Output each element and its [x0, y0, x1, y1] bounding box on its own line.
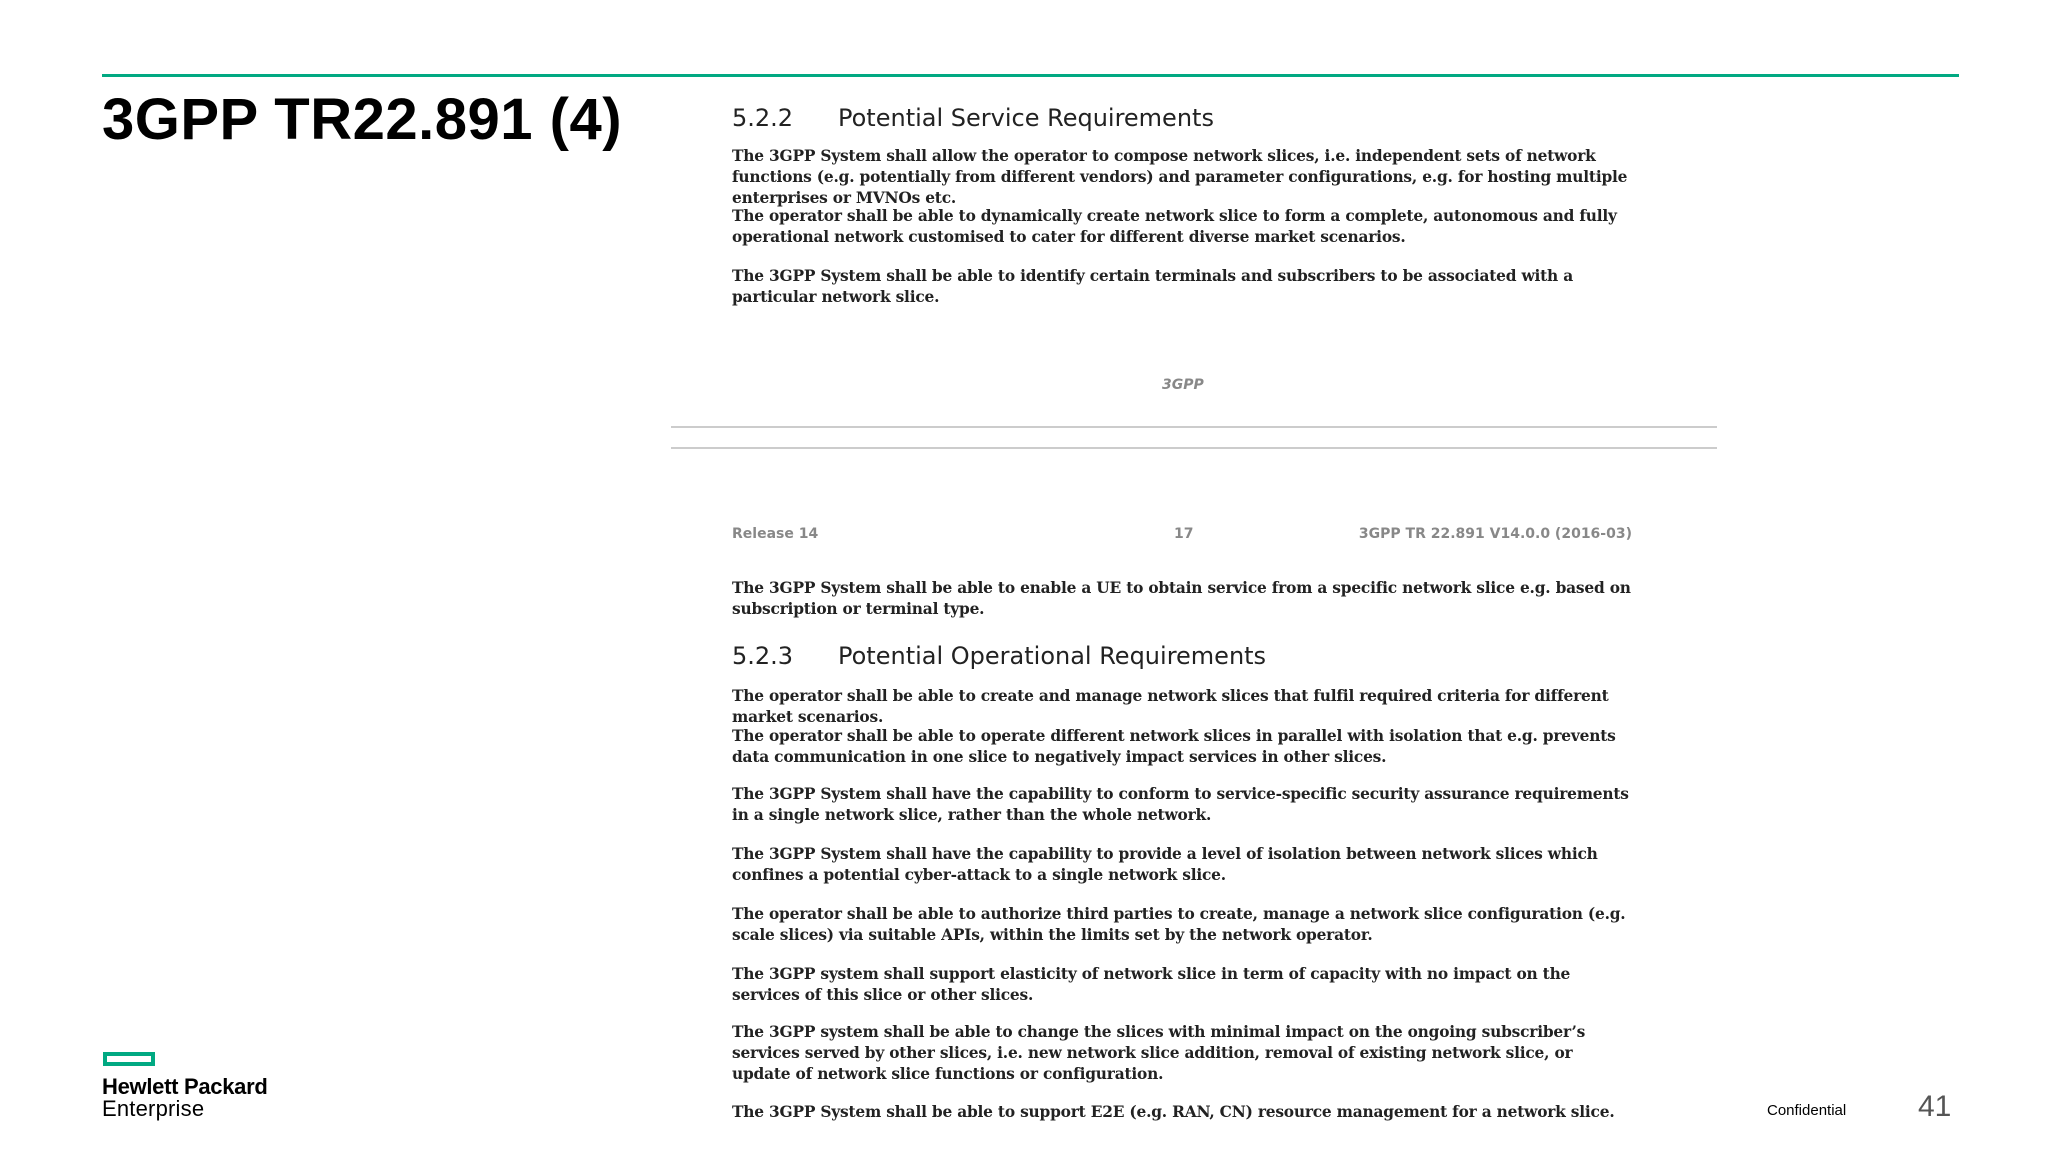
- paragraph: The 3GPP System shall allow the operator to compose network slices, i.e. independent sets of network functions (e.g. potentially from different vendors) and parameter configurations, e.g. for hosting multiple enterprises or MVNOs etc.: [732, 147, 1628, 207]
- confidential-label: Confidential: [1767, 1102, 1847, 1119]
- section-title: Potential Service Requirements: [838, 104, 1214, 132]
- paragraph: The 3GPP System shall have the capability to conform to service-specific security assurance requirements in a single network slice, rather than the whole network.: [732, 785, 1629, 824]
- top-accent-rule: [102, 74, 1959, 77]
- page-header: [732, 526, 1632, 546]
- slide-title: 3GPP TR22.891 (4): [102, 87, 623, 152]
- section-heading-5-2-3: [732, 642, 1266, 670]
- paragraph: The operator shall be able to authorize third parties to create, manage a network slice configuration (e.g. scale slices) via suitable APIs, within the limits set by the network operator.: [732, 905, 1626, 944]
- page-number: 41: [1918, 1090, 1952, 1123]
- paragraph: The 3GPP system shall be able to change the slices with minimal impact on the ongoing subscriber’s services served by other slices, i.e. new network slice addition, removal of existing network slice, or update of network slice functions or configuration.: [732, 1023, 1586, 1083]
- section-number: 5.2.2: [732, 104, 794, 132]
- section-number: 5.2.3: [732, 642, 794, 670]
- paragraph: The 3GPP System shall be able to support E2E (e.g. RAN, CN) resource management for a network slice.: [732, 1103, 1615, 1121]
- paragraph: The operator shall be able to operate different network slices in parallel with isolation that e.g. prevents data communication in one slice to negatively impact services in other slices.: [732, 727, 1616, 766]
- page-header-page: 17: [1174, 526, 1194, 542]
- paragraph: The operator shall be able to create and manage network slices that fulfil required criteria for different market scenarios.: [732, 687, 1609, 726]
- page-header-release: Release 14: [732, 526, 819, 542]
- paragraph: The 3GPP System shall be able to identify certain terminals and subscribers to be associated with a particular network slice.: [732, 267, 1573, 306]
- paragraph: The 3GPP system shall support elasticity of network slice in term of capacity with no impact on the services of this slice or other slices.: [732, 965, 1571, 1004]
- section-heading-5-2-2: [732, 104, 1214, 132]
- page-footer-label: 3GPP: [1162, 377, 1204, 393]
- paragraph: The 3GPP System shall be able to enable a UE to obtain service from a specific network slice e.g. based on subscription or terminal type.: [732, 579, 1631, 618]
- paragraph: The operator shall be able to dynamically create network slice to form a complete, autonomous and fully operational network customised to cater for different diverse market scenarios.: [732, 207, 1617, 246]
- page-break-line: [671, 447, 1717, 449]
- hpe-logo-mark: [103, 1052, 155, 1066]
- logo-line2: Enterprise: [102, 1096, 205, 1121]
- section-title: Potential Operational Requirements: [838, 642, 1267, 670]
- hpe-logo: [102, 1076, 267, 1120]
- page-header-doc-id: 3GPP TR 22.891 V14.0.0 (2016-03): [1358, 526, 1632, 542]
- page-break-line: [671, 426, 1717, 428]
- logo-line1: Hewlett Packard: [102, 1074, 268, 1099]
- paragraph: The 3GPP System shall have the capability to provide a level of isolation between network slices which confines a potential cyber-attack to a single network slice.: [732, 845, 1598, 884]
